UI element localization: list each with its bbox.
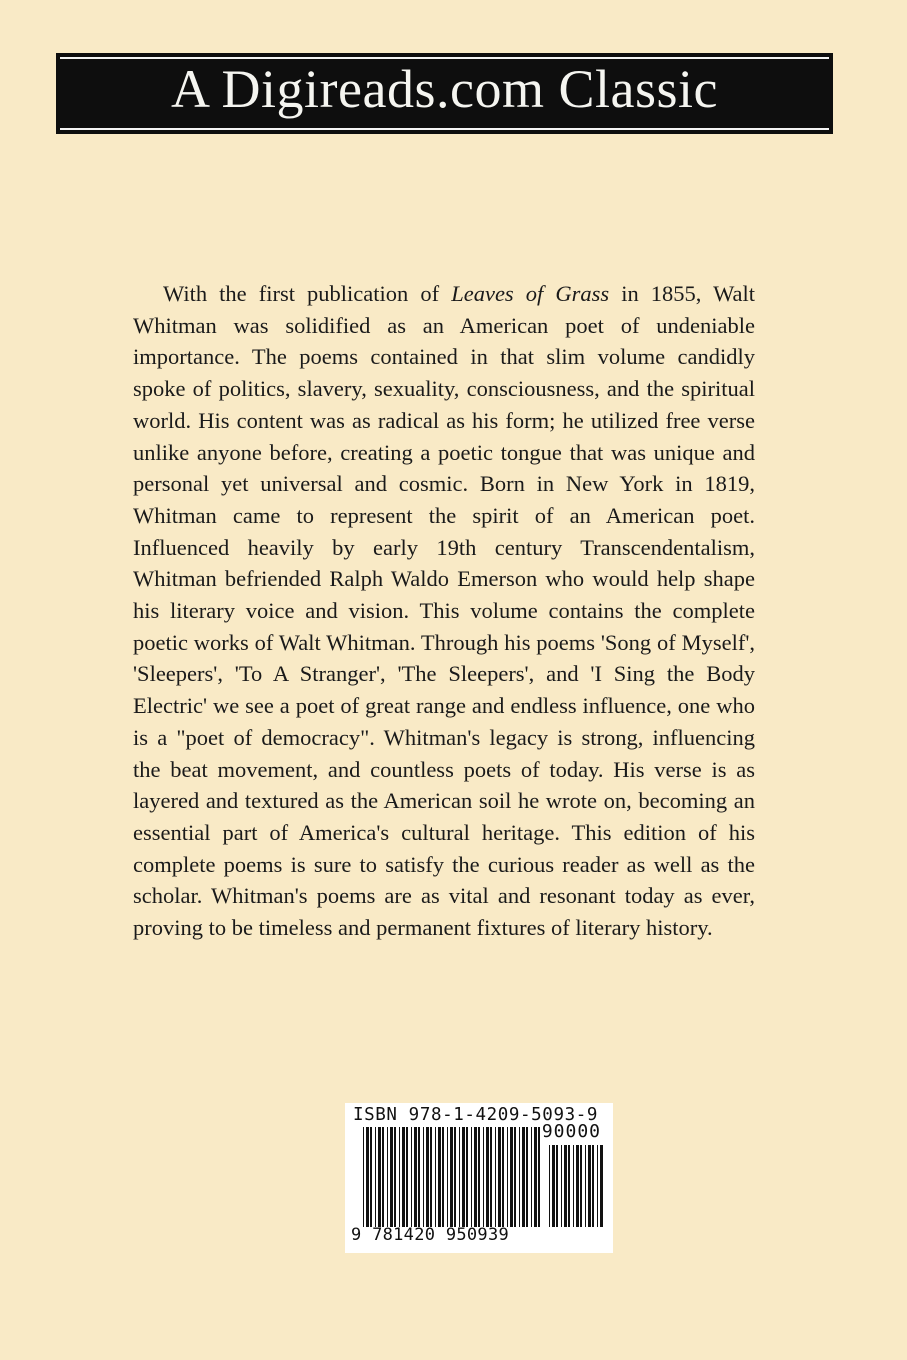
barcode-bar [426,1127,429,1227]
barcode-bar [600,1145,603,1227]
barcode-bar [418,1127,420,1227]
back-cover-blurb [133,278,755,944]
barcode-bar [459,1127,460,1227]
barcode-bar [430,1127,432,1227]
barcode-bar [519,1127,520,1227]
barcode-bar [447,1127,448,1227]
barcode-bar [406,1127,408,1227]
barcode-bar [414,1127,417,1227]
barcode-bar [399,1127,400,1227]
barcode-bar [576,1145,579,1227]
barcode-bar [522,1127,525,1227]
barcode-bar [538,1127,540,1227]
barcode-bar [442,1127,444,1227]
barcode-bar [592,1145,594,1227]
barcode-bar [390,1127,393,1227]
barcode-bar [498,1127,501,1227]
barcode-bar [597,1145,598,1227]
barcode-bar [507,1127,508,1227]
barcode-bar [573,1145,574,1227]
barcode-bar [454,1127,456,1227]
barcode-bar [438,1127,441,1227]
blurb-intro: With the first publication of [163,281,452,306]
barcode-bar [514,1127,516,1227]
barcode-bar [495,1127,496,1227]
barcode-bar [585,1145,586,1227]
barcode-bar [394,1127,396,1227]
barcode-bar [561,1145,562,1227]
barcode-bar [549,1145,550,1227]
barcode-bar [411,1127,412,1227]
series-title: A Digireads.com Classic [171,59,718,119]
barcode-bar [466,1127,468,1227]
barcode-bar [462,1127,465,1227]
barcode-bar [387,1127,388,1227]
barcode-bar [450,1127,453,1227]
barcode-bar [510,1127,513,1227]
barcode-bar [474,1127,477,1227]
barcode-bar [375,1127,376,1227]
barcode-bar [564,1145,567,1227]
blurb-body: in 1855, Walt Whitman was solidified as an American poet of undeniable importance. The poems contained in that slim volume candidly spoke of politics, slavery, sexuality, consciousness, and the spiritual world. His content was as radical as his form; he utilized free verse unlike anyone before, creating a poetic tongue that was unique and personal yet universal and cosmic. Born in New York in 1819, Whitman came to represent the spirit of an American poet. Influenced heavily by early 19th century Transcendentalism, Whitman befriended Ralph Waldo Emerson who would help shape his literary voice and vision. This volume contains the complete poetic works of Walt Whitman. Through his poems 'Song of Myself', 'Sleepers', 'To A Stranger', 'The Sleepers', and 'I Sing the Body Electric' we see a poet of great range and endless influence, one who is a "poet of democracy". Whitman's legacy is strong, influencing the beat movement, and countless poets of today. His verse is as layered and textured as the American soil he wrote on, becoming an essential part of America's cultural heritage. This edition of his complete poems is sure to satisfy the curious reader as well as the scholar. Whitman's poems are as vital and resonant today as ever, proving to be timeless and permanent fixtures of literary history. [133,281,756,941]
barcode-bar [402,1127,405,1227]
barcode-bar [378,1127,381,1227]
barcode-bar [588,1145,591,1227]
barcode-bar [366,1127,369,1227]
barcode-bar [534,1127,537,1227]
isbn-number: ISBN 978-1-4209-5093-9 [353,1105,598,1125]
price-code: 90000 [541,1121,601,1142]
ean-digits: 9 781420 950939 [351,1225,510,1245]
blurb-book-title: Leaves of Grass [451,281,610,306]
barcode-bar [552,1145,555,1227]
isbn-barcode [345,1103,613,1253]
barcode-bar [478,1127,480,1227]
barcode-bar [363,1127,364,1227]
barcode-bar [531,1127,532,1227]
barcode-bar [435,1127,436,1227]
barcode-bar [580,1145,582,1227]
barcode-bar [568,1145,570,1227]
barcode-bar [556,1145,558,1227]
series-banner [56,53,833,134]
barcode-bar [471,1127,472,1227]
barcode-bar [382,1127,384,1227]
barcode-bar [483,1127,484,1227]
barcode-bar [526,1127,528,1227]
barcode-bar [502,1127,504,1227]
barcode-bar [370,1127,372,1227]
barcode-bar [490,1127,492,1227]
barcode-bar [423,1127,424,1227]
barcode-bar [486,1127,489,1227]
